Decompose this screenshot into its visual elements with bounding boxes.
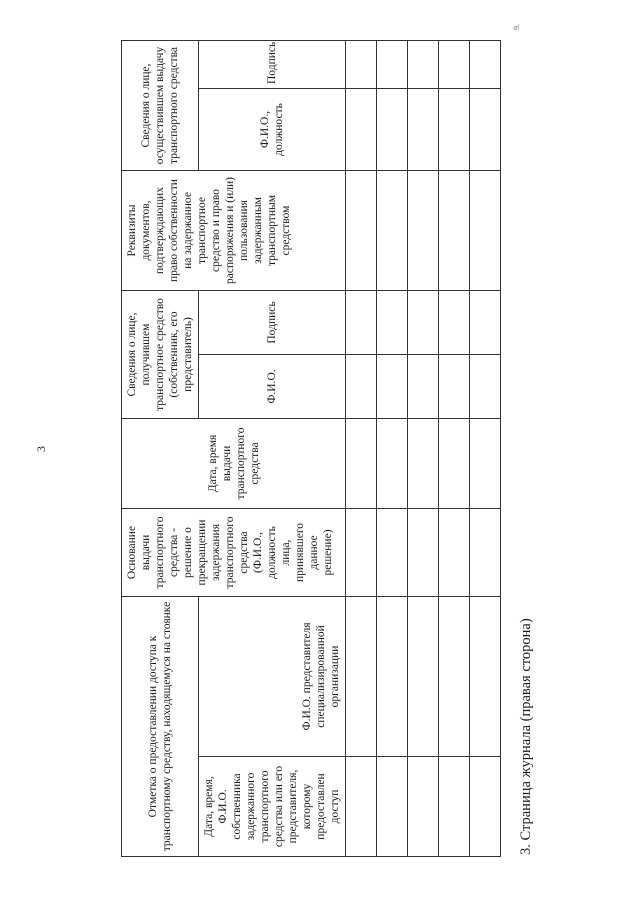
table-cell	[377, 89, 408, 171]
table-cell	[470, 355, 501, 419]
table-cell	[408, 291, 439, 355]
table-cell	[377, 291, 408, 355]
table-cell	[377, 171, 408, 291]
table-row	[408, 41, 439, 857]
table-cell	[346, 757, 377, 857]
table-cell	[470, 757, 501, 857]
table-cell	[346, 597, 377, 757]
table-cell	[439, 757, 470, 857]
header-release-basis: Основание выдачи транспортного средства - решение о прекращении задержания транспортного средства (Ф.И.О., должность лица, принявшего данное решение)	[122, 509, 346, 597]
header-access-group: Отметка о предоставлении доступа к транспортному средству, находящемуся на стоянке	[122, 597, 199, 857]
header-documents: Реквизиты документов, подтверждающих право собственности на задержанное транспортное средство и право распоряжения и (или) пользования задержанным транспортным средством	[122, 171, 346, 291]
header-issuer-signature: Подпись	[199, 41, 346, 89]
table-cell	[408, 89, 439, 171]
table-cell	[346, 41, 377, 89]
header-issuer-group: Сведения о лице, осуществившем выдачу транспортного средства	[122, 41, 199, 171]
table-cell	[439, 419, 470, 509]
table-cell	[377, 419, 408, 509]
table-cell	[439, 597, 470, 757]
table-cell	[439, 509, 470, 597]
header-receiver-group: Сведения о лице, получившем транспортное средство (собственник, его представитель)	[122, 291, 199, 419]
table-cell	[439, 89, 470, 171]
page-number: 3	[34, 446, 48, 452]
table-cell	[439, 291, 470, 355]
table-cell	[439, 41, 470, 89]
corner-mark: 9.	[512, 24, 521, 30]
table-cell	[408, 171, 439, 291]
page-title: 3. Страница журнала (правая сторона)	[518, 618, 534, 855]
header-release-datetime: Дата, время выдачи транспортного средства	[122, 419, 346, 509]
table-row	[346, 41, 377, 857]
table-cell	[377, 41, 408, 89]
header-issuer-name: Ф.И.О., должность	[199, 89, 346, 171]
table-cell	[470, 41, 501, 89]
table-cell	[346, 291, 377, 355]
header-access-org-rep: Ф.И.О. представителя специализированной организации	[199, 597, 346, 757]
table-cell	[346, 509, 377, 597]
table-row	[439, 41, 470, 857]
journal-table	[121, 40, 501, 857]
table-cell	[470, 509, 501, 597]
header-row-top	[122, 41, 199, 857]
table-cell	[408, 757, 439, 857]
header-receiver-signature: Подпись	[199, 291, 346, 355]
table-cell	[470, 291, 501, 355]
table-row	[470, 41, 501, 857]
table-cell	[408, 41, 439, 89]
table-cell	[470, 89, 501, 171]
table-cell	[439, 171, 470, 291]
table-row	[377, 41, 408, 857]
header-access-datetime: Дата, время, Ф.И.О. собственника задержанного транспортного средства или его представителя, которому предоставлен доступ	[199, 757, 346, 857]
table-cell	[377, 355, 408, 419]
table-cell	[439, 355, 470, 419]
table-cell	[408, 355, 439, 419]
table-cell	[346, 171, 377, 291]
table-cell	[408, 509, 439, 597]
header-receiver-name: Ф.И.О.	[199, 355, 346, 419]
table-cell	[470, 171, 501, 291]
data-rows	[346, 41, 501, 857]
table-cell	[377, 757, 408, 857]
table-cell	[346, 419, 377, 509]
table-cell	[377, 597, 408, 757]
table-cell	[470, 597, 501, 757]
table-cell	[408, 419, 439, 509]
table-cell	[470, 419, 501, 509]
table-cell	[346, 355, 377, 419]
table-cell	[346, 89, 377, 171]
table-cell	[377, 509, 408, 597]
table-cell	[408, 597, 439, 757]
